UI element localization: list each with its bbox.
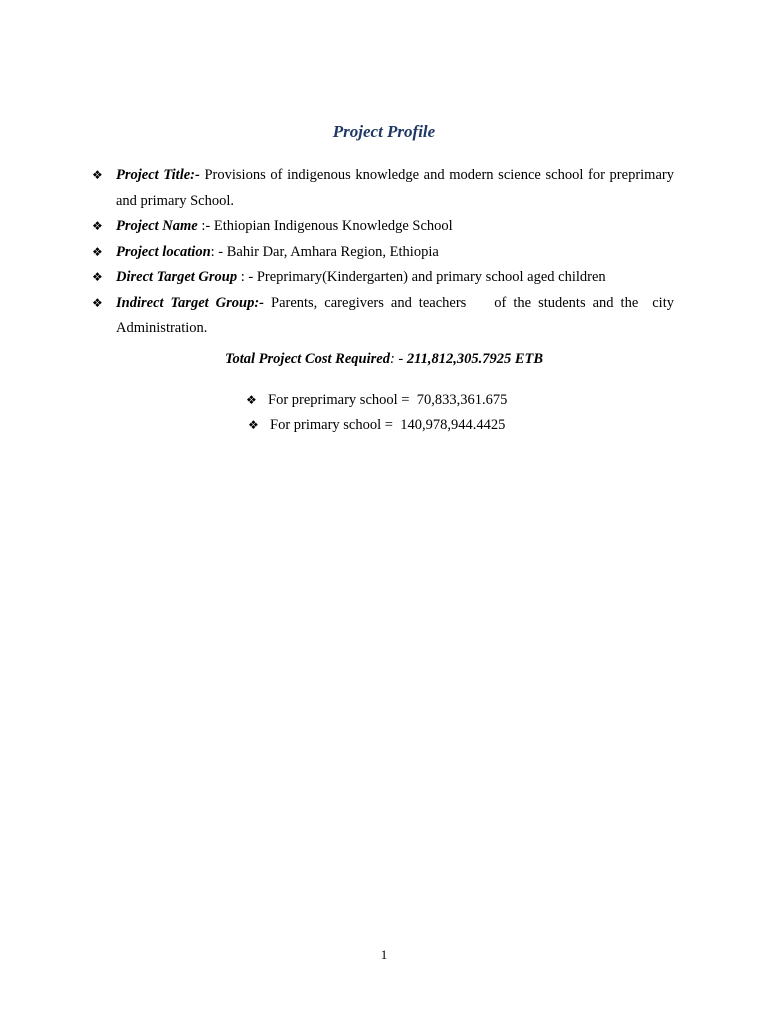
item-text: Preprimary(Kindergarten) and primary school aged children	[256, 269, 606, 285]
item-separator: : -	[210, 243, 227, 260]
total-project-cost	[0, 351, 768, 368]
project-profile-list	[92, 163, 677, 342]
item-separator: :-	[201, 218, 214, 234]
list-item-indirect-target-group	[92, 291, 677, 342]
total-value: 211,812,305.7925 ETB	[406, 351, 544, 367]
list-item-project-title	[92, 163, 674, 214]
diamond-bullet-icon: ❖	[92, 168, 103, 182]
breakdown-text: For preprimary school = 70,833,361.675	[268, 392, 508, 408]
item-label: Project Name	[116, 218, 202, 234]
item-label: Project location	[116, 243, 211, 260]
page-number: 1	[380, 947, 388, 962]
diamond-bullet-icon: ❖	[92, 244, 103, 259]
cost-breakdown-primary	[248, 415, 505, 435]
diamond-bullet-icon: ❖	[246, 393, 257, 407]
item-text: Ethiopian Indigenous Knowledge School	[213, 218, 453, 234]
item-separator: : -	[240, 269, 257, 285]
item-separator: -	[195, 167, 205, 183]
item-label: Project Title:	[116, 167, 195, 183]
item-label: Indirect Target Group	[116, 294, 255, 311]
cost-breakdown-preprimary	[246, 390, 507, 410]
diamond-bullet-icon: ❖	[248, 418, 259, 432]
list-item-project-name	[92, 214, 674, 240]
item-label: Direct Target Group	[116, 269, 241, 285]
diamond-bullet-icon: ❖	[92, 270, 103, 284]
breakdown-text: For primary school = 140,978,944.4425	[270, 417, 506, 433]
total-label: Total Project Cost Required	[224, 351, 390, 367]
page-title: Project Profile	[332, 122, 436, 141]
item-text: Parents, caregivers and teachers of the students and the city Administration.	[116, 294, 677, 336]
list-item-project-location	[92, 240, 674, 266]
list-item-direct-target-group	[92, 265, 674, 291]
total-separator: : -	[389, 351, 407, 367]
item-separator: :-	[254, 294, 271, 311]
item-text: Provisions of indigenous knowledge and modern science school for preprimary and primary School.	[116, 167, 674, 209]
diamond-bullet-icon: ❖	[92, 295, 103, 310]
item-text: Bahir Dar, Amhara Region, Ethiopia	[226, 243, 439, 260]
diamond-bullet-icon: ❖	[92, 219, 103, 233]
